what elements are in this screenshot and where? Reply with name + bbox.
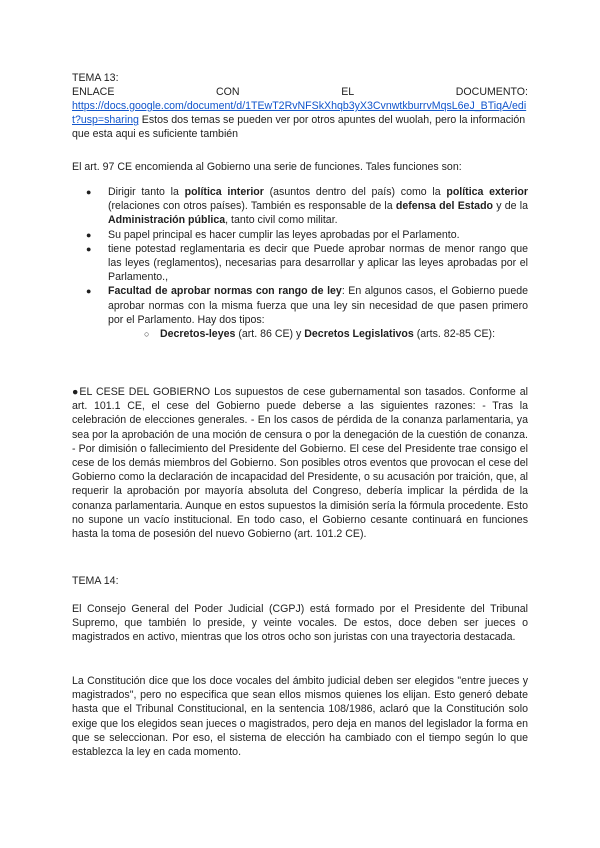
bold-run: Administración pública: [108, 214, 226, 227]
function-item-rango-ley: [72, 284, 528, 341]
text-run: (relaciones con otros países). También es responsable de la: [108, 200, 396, 213]
bold-run: Facultad de aprobar normas con rango de ley: [108, 285, 342, 298]
enlace-word: DOCUMENTO:: [455, 86, 528, 98]
document-link[interactable]: https://docs.google.com/document/d/1TEwT2RvNFSkXhqb3yX3CvnwtkburrvMqsL6eJ_BTiqA/edit?usp=sharing: [72, 100, 527, 127]
enlace-word: ENLACE: [72, 86, 115, 98]
decretos-item: [108, 327, 528, 341]
bold-run: Decretos Legislativos: [304, 328, 414, 341]
text-run: Dirigir tanto la: [108, 186, 185, 198]
tema13-title: TEMA 13:: [72, 72, 119, 84]
enlace-word: CON: [216, 86, 240, 98]
cese-paragraph: ●EL CESE DEL GOBIERNO Los supuestos de cese gubernamental son tasados. Conforme al art. 101.1 CE, el cese del Gobierno puede deberse a las siguientes razones: - Tras la celebración de elecciones generales. - En los casos de pérdida de la conanza parlamentaria, ya sea por la aprobación de una moción de censura o por la denegación de la cuestión de conanza. - Por dimisión o fallecimiento del Presidente del Gobierno. El cese del Presidente trae consigo el cese de los demás miembros del Gobierno. Son posibles otros eventos que provocan el cese del Gobierno como la declaración de incapacidad del Presidente, o su acusación por traición, que, al requerir la aprobación por mayoría absoluta del Congreso, debería implicar la pérdida de la conanza parlamentaria. Aunque en estos supuestos la dimisión sería la fórmula procedente. Esto no supone un vacío institucional. En todo caso, el Gobierno cesante continuará en funciones hasta la toma de posesión del nuevo Gobierno (art. 101.2 CE).: [72, 386, 528, 541]
tema14-title: TEMA 14:: [72, 575, 119, 587]
cgpj-paragraph: El Consejo General del Poder Judicial (CGPJ) está formado por el Presidente del Tribunal Supremo, que también lo preside, y veinte vocales. De estos, doce deben ser jueces o magistrados en activo, mientras que los otros ocho son juristas con una trayectoria destacada.: [72, 603, 528, 644]
function-item-politica: [72, 185, 528, 228]
text-run: (arts. 82-85 CE):: [413, 328, 496, 341]
text-run: , tanto civil como militar.: [225, 214, 338, 227]
functions-intro: El art. 97 CE encomienda al Gobierno una serie de funciones. Tales funciones son:: [72, 161, 462, 173]
bold-run: política exterior: [446, 186, 528, 198]
text-run: (asuntos dentro del país) como la: [263, 186, 447, 198]
enlace-word: EL: [341, 86, 355, 98]
bold-run: Decretos-leyes: [160, 328, 236, 341]
function-item-leyes: ● Su papel principal es hacer cumplir las leyes aprobadas por el Parlamento.: [72, 228, 528, 242]
constitucion-paragraph: La Constitución dice que los doce vocales del ámbito judicial deben ser elegidos "entre jueces y magistrados", pero no especifica que sean ellos mismos quienes los elijan. Esto generó debate hasta que el Tribunal Constitucional, en la sentencia 108/1986, aclaró que la Constitución solo exige que los elegidos sean jueces o magistrados, pero deja en manos del legislador la forma en que se seleccionan. Por eso, el sistema de elección ha cambiado con el tiempo según lo que establezca la ley en cada momento.: [72, 675, 528, 759]
text-run: : En algunos casos, el Gobierno puede aprobar normas con la misma fuerza que una ley sin necesidad de que pasen primero por el Parlamento. Hay dos tipos:: [108, 285, 528, 326]
decretos-sublist: [108, 327, 528, 341]
function-item-reglamentos: ● tiene potestad reglamentaria es decir que Puede aprobar normas de menor rango que las leyes (reglamentos), necesarias para desarrollar y aplicar las leyes aprobadas por el Parlamento.,: [72, 242, 528, 285]
functions-list: [72, 185, 528, 341]
link-note: Estos dos temas se pueden ver por otros apuntes del wuolah, pero la información que esta aqui es suficiente también: [72, 114, 526, 141]
text-run: (art. 86 CE) y: [235, 328, 305, 341]
link-paragraph: [72, 99, 528, 142]
bold-run: defensa del Estado: [395, 200, 494, 213]
enlace-line: [72, 85, 528, 99]
bold-run: política interior: [184, 186, 264, 198]
text-run: y de la: [493, 200, 529, 213]
